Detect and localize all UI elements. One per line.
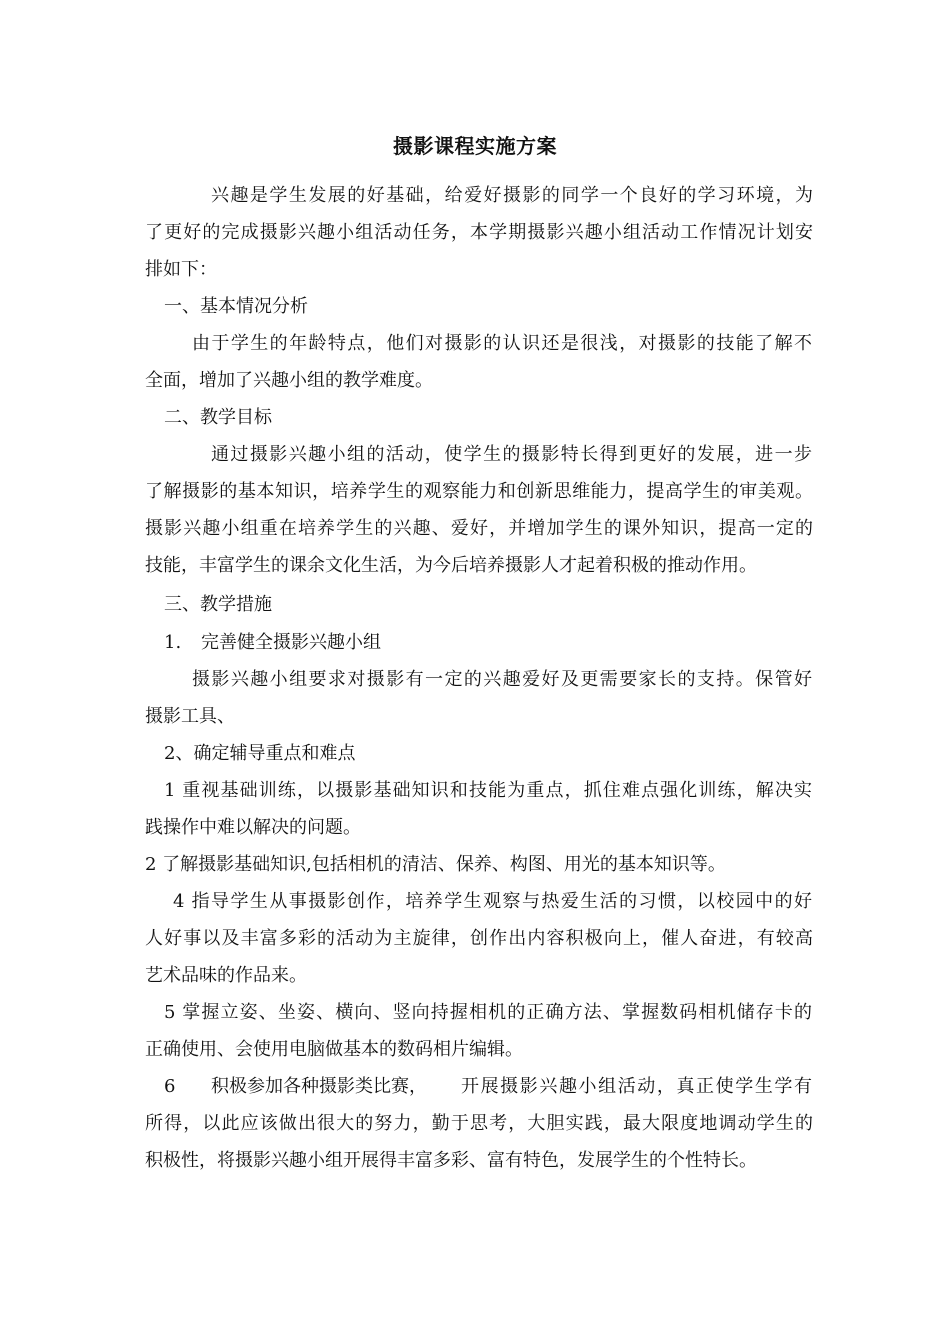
section-heading-1: 一、基本情况分析 (164, 296, 308, 317)
subsection-1-number: 1. (164, 632, 182, 653)
item-1-line-1: 1 重视基础训练，以摄影基础知识和技能为重点，抓住难点强化训练，解决实 (164, 780, 812, 801)
section-1-line-1: 由于学生的年龄特点，他们对摄影的认识还是很浅，对摄影的技能了解不 (192, 333, 812, 354)
section-2-line-1: 通过摄影兴趣小组的活动，使学生的摄影特长得到更好的发展，进一步 (211, 444, 812, 465)
item-2-line-1: 2 了解摄影基础知识,包括相机的清洁、保养、构图、用光的基本知识等。 (145, 854, 726, 875)
document-title: 摄影课程实施方案 (393, 134, 557, 158)
item-4-line-3: 艺术品味的作品来。 (145, 965, 307, 986)
subsection-2-heading: 2、确定辅导重点和难点 (164, 743, 356, 764)
subsection-1-line-2: 摄影工具、 (145, 706, 235, 727)
item-5-line-2: 正确使用、会使用电脑做基本的数码相片编辑。 (145, 1039, 523, 1060)
subsection-1-heading: 完善健全摄影兴趣小组 (201, 632, 381, 653)
section-heading-2: 二、教学目标 (164, 407, 272, 428)
section-2-line-3: 摄影兴趣小组重在培养学生的兴趣、爱好，并增加学生的课外知识，提高一定的 (145, 518, 813, 539)
item-6-line-3: 积极性，将摄影兴趣小组开展得丰富多彩、富有特色，发展学生的个性特长。 (145, 1150, 757, 1171)
section-heading-3: 三、教学措施 (164, 594, 272, 615)
section-2-line-2: 了解摄影的基本知识，培养学生的观察能力和创新思维能力，提高学生的审美观。 (145, 481, 813, 502)
section-1-line-2: 全面，增加了兴趣小组的教学难度。 (145, 370, 433, 391)
item-4-line-1: 4 指导学生从事摄影创作，培养学生观察与热爱生活的习惯，以校园中的好 (173, 891, 812, 912)
item-6-part-b: 开展摄影兴趣小组活动，真正使学生学有 (461, 1076, 812, 1097)
item-4-line-2: 人好事以及丰富多彩的活动为主旋律，创作出内容积极向上，催人奋进，有较高 (145, 928, 813, 949)
item-6-part-a: 积极参加各种摄影类比赛， (211, 1076, 427, 1097)
section-2-line-4: 技能，丰富学生的课余文化生活，为今后培养摄影人才起着积极的推动作用。 (145, 555, 757, 576)
item-1-line-2: 践操作中难以解决的问题。 (145, 817, 361, 838)
item-5-line-1: 5 掌握立姿、坐姿、横向、竖向持握相机的正确方法、掌握数码相机储存卡的 (164, 1002, 812, 1023)
intro-line-1: 兴趣是学生发展的好基础，给爱好摄影的同学一个良好的学习环境，为 (211, 185, 813, 206)
item-6-number: 6 (164, 1076, 176, 1097)
intro-line-2: 了更好的完成摄影兴趣小组活动任务，本学期摄影兴趣小组活动工作情况计划安 (145, 222, 813, 243)
intro-line-3: 排如下： (145, 259, 217, 280)
item-6-line-2: 所得，以此应该做出很大的努力，勤于思考，大胆实践，最大限度地调动学生的 (145, 1113, 813, 1134)
subsection-1-line-1: 摄影兴趣小组要求对摄影有一定的兴趣爱好及更需要家长的支持。保管好 (192, 669, 812, 690)
